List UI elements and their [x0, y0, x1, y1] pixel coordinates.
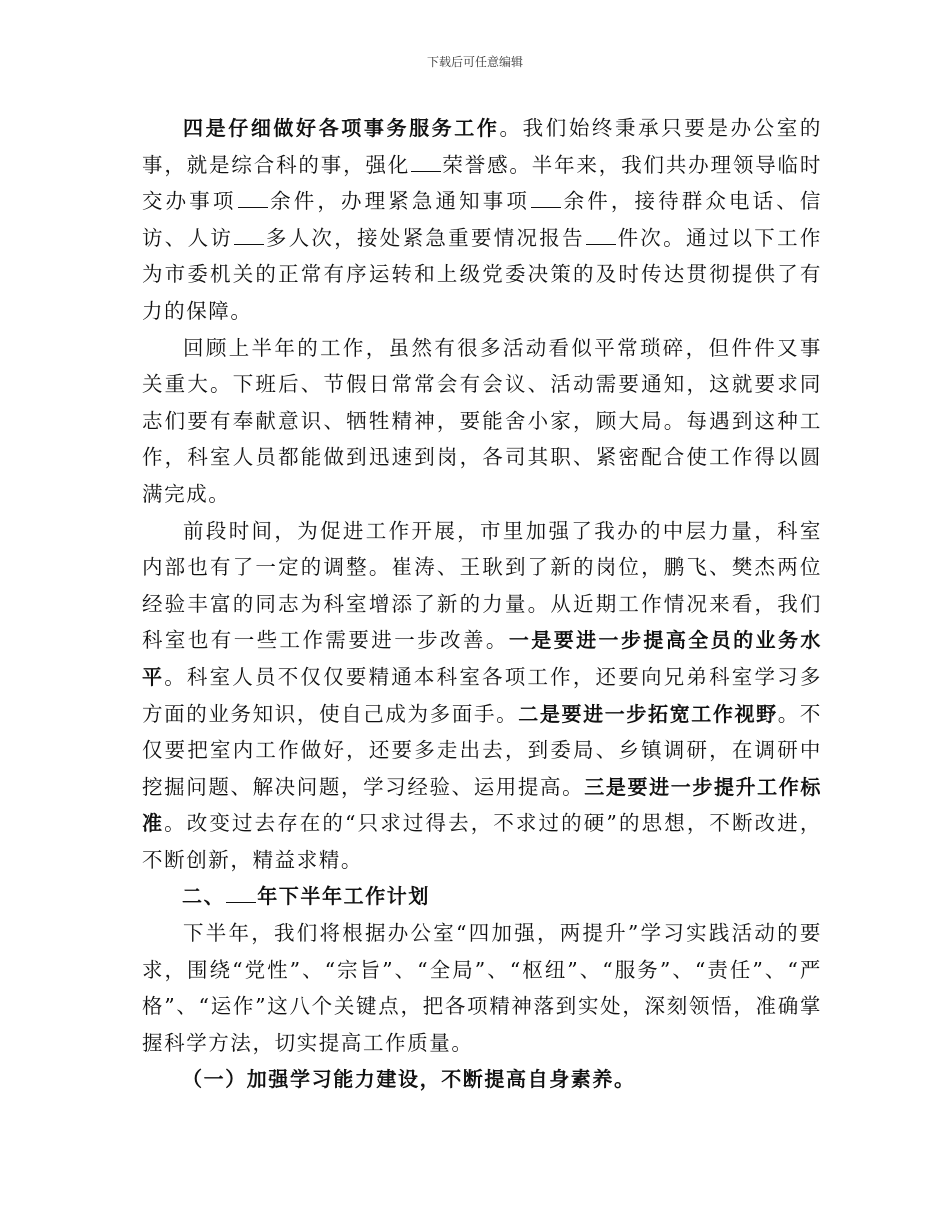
text-run: 二、 — [182, 884, 226, 909]
paragraph-review: 回顾上半年的工作，虽然有很多活动看似平常琐碎，但件件又事关重大。下班后、节假日常常会有会议、活动需要通知，这就要求同志们要有奉献意识、牺牲精神，要能舍小家，顾大局。每遇到这种工作，科室人员都能做到迅速到岗，各司其职、紧密配合使工作得以圆满完成。 — [142, 335, 822, 506]
blank-line — [234, 223, 264, 245]
text-run: 多人次，接处紧急重要情况报告 — [265, 225, 585, 250]
paragraph-service-work — [142, 110, 822, 330]
text-run: 。我们始终秉承只要是办公室的事，就是综合科的事，强化 — [142, 116, 822, 177]
blank-line — [531, 187, 561, 209]
text-run: 余件，办理紧急通知事项 — [268, 189, 531, 214]
bold-lead-service: 四是仔细做好各项事务服务工作 — [183, 116, 500, 140]
blank-line — [586, 223, 616, 245]
text-run: 年下半年工作计划 — [257, 884, 431, 909]
paragraph-improvements — [142, 513, 822, 879]
bold-point-two: 二是要进一步拓宽工作视野 — [518, 701, 778, 726]
text-run: 荣誉感。半年来，我们共办理领导临时交办事项 — [142, 152, 822, 214]
page-header-note: 下载后可任意编辑 — [426, 55, 523, 69]
bold-point-three: 三是要进一步提升工作标准 — [142, 774, 822, 836]
blank-line — [238, 187, 268, 209]
text-run: 。不仅要把室内工作做好，还要多走出去，到委局、乡镇调研，在调研中挖掘问题、解决问题，学习经验、运用提高。 — [142, 701, 823, 799]
document-body — [142, 110, 822, 1098]
blank-line — [411, 150, 441, 172]
blank-line — [226, 882, 256, 903]
text-run: 。改变过去存在的“只求过得去，不求过的硬”的思想，不断改进，不断创新，精益求精。 — [142, 811, 822, 872]
paragraph-plan-intro: 下半年，我们将根据办公室“四加强，两提升”学习实践活动的要求，围绕“党性”、“宗旨”、“全局”、“枢纽”、“服务”、“责任”、“严格”、“运作”这八个关键点，把各项精神落到实处，深刻领悟，准确掌握科学方法，切实提高工作质量。 — [142, 921, 822, 1055]
text-run: 。科室人员不仅仅要精通本科室各项工作，还要向兄弟科室学习多方面的业务知识，使自己成为多面手。 — [142, 664, 822, 726]
text-run: 件次。通过以下工作为市委机关的正常有序运转和上级党委决策的及时传达贯彻提供了有力的保障。 — [142, 225, 822, 323]
bold-point-one: 一是要进一步提高全员的业务水平 — [142, 628, 822, 689]
subsection-heading-one: （一）加强学习能力建设，不断提高自身素养。 — [182, 1067, 636, 1092]
text-run: 余件，接待群众电话、信访、人访 — [142, 189, 822, 250]
section-heading-plan — [142, 878, 822, 915]
text-run: 前段时间，为促进工作开展，市里加强了我办的中层力量，科室内部也有了一定的调整。崔涛、王耿到了新的岗位，鹏飞、樊杰两位经验丰富的同志为科室增添了新的力量。从近期工作情况来看，我们科室也有一些工作需要进一步改善。 — [142, 518, 822, 653]
